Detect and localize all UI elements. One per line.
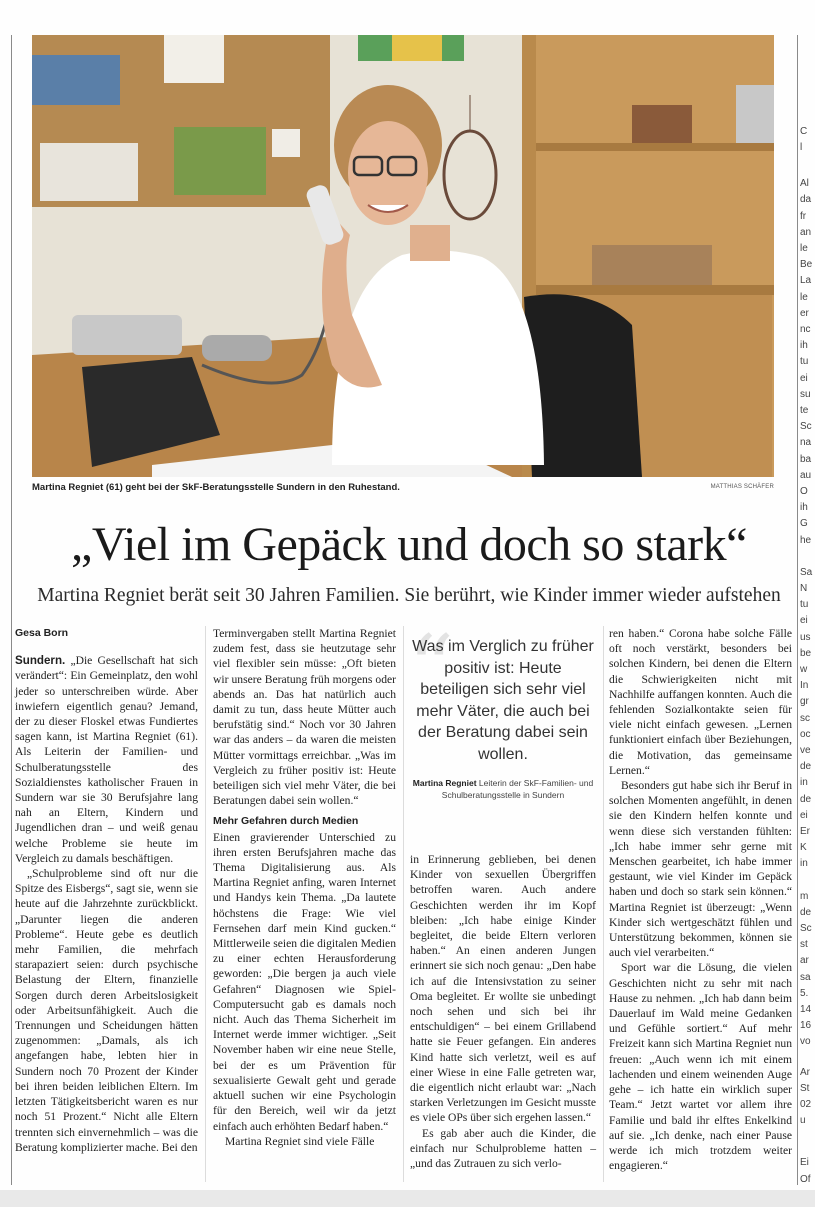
edge-fragment: Sa [800, 566, 813, 578]
edge-fragment: 16 [800, 1020, 812, 1032]
article-column-1 [15, 626, 198, 1155]
subheadline: Martina Regniet berät seit 30 Jahren Familien. Sie berührt, wie Kinder immer wieder aufstehen [37, 585, 781, 606]
edge-fragment: in [800, 858, 808, 870]
paragraph: in Erinnerung geblieben, bei denen Kinder von sexuellen Übergriffen betroffen waren. Auch andere Geschichten werden ihr im Kopf bleiben: „Ich habe einige Kinder begleitet, die beide Eltern verloren haben.“ An einen anderen Jungen erinnert sie sich noch genau: „Den habe ich auf die Intensivstation zu seiner Oma begleitet. Er wollte sie unbedingt noch sehen und sich bei ihr entschuldigen“ – bei einem Grillabend hatte sie Feuer gefangen. Ein anderes Kind hatte sich verletzt, weil es auf einer Wiese in eine Falle getreten war, die eigentlich nicht erlaubt war: „Nach starken Verletzungen im Gesicht musste es viele OPs über sich ergehen lassen.“ [410, 853, 596, 1125]
quote-mark-icon: “ [408, 616, 455, 721]
edge-fragment: da [800, 194, 812, 206]
edge-fragment: su [800, 388, 811, 400]
edge-fragment: na [800, 437, 812, 449]
edge-fragment: st [800, 939, 808, 951]
pull-quote-role: Leiterin der SkF-Familien- und Schulberatungsstelle in Sundern [441, 778, 594, 800]
edge-fragment: te [800, 405, 809, 416]
edge-fragment: l [800, 142, 803, 154]
edge-fragment: ih [800, 502, 808, 514]
paragraph: Besonders gut habe sich ihr Beruf in solchen Momenten angefühlt, in denen sie den Kindern helfen konnte und wenn diese sich verstanden fühlten: „Ich habe immer sehr gerne mit Menschen gearbeitet, ich habe immer gestaunt, wie viel Kinder im Gepäck haben und doch so stark sein können.“ Martina Regniet ist überzeugt: „Wenn Kinder sich wertgeschätzt fühlen und Unterstützung bekommen, können sie auch viel verarbeiten.“ [609, 779, 792, 960]
edge-fragment: vo [800, 1036, 811, 1048]
edge-fragment: Be [800, 259, 813, 271]
edge-fragment: tu [800, 356, 809, 368]
paragraph: Sport war die Lösung, die vielen Geschichten nicht zu sehr mit nach Hause zu nehmen. „Ich hab dann beim Dauerlauf im Wald meine Gedanken und Gefühle sortiert.“ Auf mehr Freizeit kann sich Martina Regniet nun freuen: „Auch wenn ich mit einem lachenden und einem weinenden Auge gehe – ich hatte ein wirklich super Team.“ Jetzt wartet vor allem ihre Familie und bald ihr elftes Enkelkind auf sie. „Ich denke, nach einer Pause werde ich mich trotzdem weiter engagieren.“ [609, 961, 792, 1173]
edge-fragment: be [800, 647, 812, 659]
page-right-rule [797, 35, 798, 1185]
edge-fragment: In [800, 680, 809, 692]
edge-fragment: in [800, 777, 808, 789]
edge-fragment: ba [800, 453, 812, 465]
column-divider [403, 626, 404, 1182]
edge-fragment: 14 [800, 1004, 812, 1015]
headline: „Viel im Gepäck und doch so stark“ [71, 518, 747, 571]
edge-fragment: 02 [800, 1099, 812, 1110]
edge-fragment: ih [800, 340, 808, 352]
paragraph: ren haben.“ Corona habe solche Fälle oft noch verstärkt, besonders bei solchen Kindern, bei denen die Eltern die Schwierigkeiten nicht mit Nachhilfe auffangen konnten. Auch die fehlenden Sozialkontakte seien für viele nicht einfach gewesen. „Lernen funktioniert einfach über Beziehungen, die Motivation, das gemeinsame Lernen.“ [609, 627, 792, 777]
dateline: Sundern. [15, 654, 66, 668]
edge-fragment: sa [800, 971, 811, 983]
edge-fragment: us [800, 631, 811, 643]
edge-fragment: sc [800, 712, 810, 724]
paragraph: „Schulprobleme sind oft nur die Spitze des Eisbergs“, sagt sie, wenn sie heute auf die Jahrzehnte zurückblickt. „Darunter liegen die anderen Probleme“. Heute gebe es deutlich mehr Familien, die mehrfach starapaziert seien: durch psychische Belastung der Eltern, finanzielle Sorgen durch deren Arbeitslosigkeit oder Arbeitsunfähigkeit. Auch die Trennungen und Scheidungen hätten zugenommen: „Damals, als ich angefangen habe, lebten hier in Sundern noch 70 Prozent der Kinder bei ihren beiden leiblichen Eltern. Im letzten Tätigkeitsbericht waren es nur noch 51 Prozent.“ Nicht alle Eltern trennten sich einvernehmlich – was die Beratung komplizierter mache. Bei den [15, 867, 198, 1154]
edge-fragment: Er [800, 826, 810, 837]
edge-fragment: St [800, 1082, 810, 1094]
edge-fragment: Of [800, 1173, 811, 1185]
edge-fragment: Ei [800, 1157, 809, 1169]
edge-fragment: gr [800, 696, 809, 708]
edge-fragment: au [800, 469, 812, 481]
edge-fragment: u [800, 1115, 806, 1127]
edge-fragment: ar [800, 955, 809, 967]
paragraph: Einen gravierender Unterschied zu ihren ersten Berufsjahren mache das Thema Digitalisierung aus. Als Martina Regniet anfing, waren Internet und Handys kein Thema. „Da lautete höchstens die Frage: Wie viel Fernsehen darf mein Kind gucken.“ Mittlerweile seien die digitalen Medien zu einer echten Herausforderung geworden: „Die bergen ja auch viele Gefahren“ Diagnosen wie Spiel-Computersucht gab es damals noch nicht. Auch das Thema Sicherheit im Internet werde immer wichtiger. „Seit November haben wir eine neue Stelle, bei der es um Prävention für sexualisierte Gewalt geht und gerade aktuell suchen wir eine Psychologin für den Bereich, weil wir da jetzt einfach auch erhöhten Bedarf haben.“ [213, 830, 396, 1133]
edge-fragment: ve [800, 745, 811, 756]
paragraph-text: „Die Gesellschaft hat sich verändert“: Ein Gemeinplatz, den wohl jeder so unterschreiben würde. Aber inwiefern eigentlich genau? Jemand, der zu dieser Floskel etwas Fundiertes sagen kann, ist Martina Regniet (61). Als Leiterin der Familien- und Schulberatungsstelle des Sozialdienstes katholischer Frauen in Sundern war sie 30 Berufsjahre lang nah an Eltern, Kindern und Jugendlichen dran – und weiß genau welche Probleme sie heute im Vergleich zu damals beschäftigen. [15, 654, 198, 865]
edge-fragment: nc [800, 324, 811, 335]
edge-fragment: fr [800, 210, 807, 222]
paragraph [15, 653, 198, 866]
edge-fragment: er [800, 307, 809, 319]
edge-fragment: le [800, 243, 808, 254]
section-subtitle: Mehr Gefahren durch Medien [213, 815, 359, 828]
article-column-3 [410, 852, 596, 1171]
article-photo [32, 35, 774, 477]
edge-fragment: m [800, 890, 809, 902]
paragraph: Martina Regniet sind viele Fälle [225, 1134, 375, 1148]
paragraph: Terminvergaben stellt Martina Regniet zudem fest, dass sie heutzutage sehr viel flexibler sein müsse: „Oft bieten wir unsere Beratung früh morgens oder abends an. Das hat natürlich auch damit zu tun, dass heute Mütter auch berufstätig sind.“ Noch vor 30 Jahren war das anders – da waren die meisten Mütter vormittags erreichbar. „Was im Vergleich zu früher positiv ist: Heute beteiligen sich viel mehr Väter, die bei Beratungen dabei sein wollen.“ [213, 627, 396, 808]
edge-fragment: oc [800, 728, 811, 740]
edge-fragment: 5. [800, 987, 809, 999]
article-column-4 [609, 626, 792, 1173]
photo-credit: MATTHIAS SCHÄFER [710, 484, 774, 490]
edge-fragment: ei [800, 615, 808, 627]
paragraph: Es gab aber auch die Kinder, die einfach nur Schulprobleme hatten – „und das Zutrauen zu sich verlo- [410, 1126, 596, 1171]
edge-fragment: le [800, 291, 808, 303]
photo-caption: Martina Regniet (61) geht bei der SkF-Beratungsstelle Sundern in den Ruhestand. [32, 482, 400, 493]
pull-quote-name: Martina Regniet [412, 778, 477, 788]
edge-fragment: Ar [800, 1066, 810, 1078]
edge-fragment: w [800, 664, 808, 675]
author-byline: Gesa Born [15, 627, 69, 639]
edge-fragment: de [800, 761, 812, 773]
pull-quote [408, 616, 596, 801]
edge-fragment: de [800, 906, 812, 918]
photo-illustration [32, 35, 774, 477]
edge-fragment: ei [800, 809, 808, 821]
edge-fragment: C [800, 126, 808, 137]
column-divider [603, 626, 604, 1182]
edge-fragment: K [800, 842, 807, 854]
edge-fragment: ei [800, 372, 808, 384]
desk-phone [72, 315, 182, 355]
edge-fragment: N [800, 583, 808, 594]
edge-fragment: he [800, 534, 812, 546]
edge-fragment: La [800, 275, 812, 287]
page-left-rule [11, 35, 12, 1185]
article-column-2 [213, 626, 396, 1149]
edge-fragment: tu [800, 599, 809, 611]
edge-fragment: Sc [800, 421, 812, 433]
edge-fragment: de [800, 793, 812, 805]
pull-quote-attribution [410, 777, 596, 801]
pull-quote-text: Was im Verglich zu früher positiv ist: Heute beteiligen sich sehr viel mehr Väter, die auch bei der Beratung dabei sein wollen. [412, 638, 594, 763]
edge-fragment: Sc [800, 923, 812, 934]
edge-fragment: Al [800, 178, 809, 190]
edge-fragment: an [800, 226, 812, 238]
edge-fragment: O [800, 486, 808, 497]
column-divider [205, 626, 206, 1182]
page-bottom-margin [0, 1190, 815, 1207]
edge-fragment: G [800, 518, 808, 530]
